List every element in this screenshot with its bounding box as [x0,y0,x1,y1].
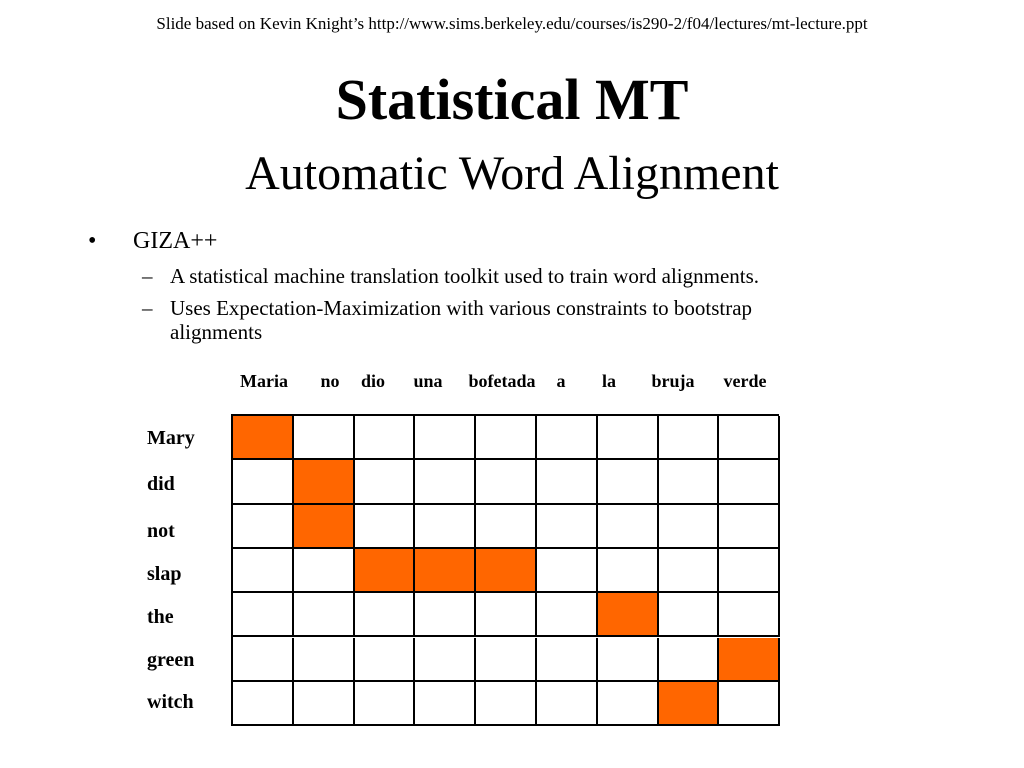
alignment-grid [231,414,779,726]
empty-cell [476,638,537,682]
bullet-list [88,226,948,344]
empty-cell [355,593,416,637]
empty-cell [537,460,598,504]
column-header: bofetada [468,371,536,391]
empty-cell [598,682,659,726]
empty-cell [719,505,780,549]
empty-cell [415,682,476,726]
empty-cell [294,682,355,726]
empty-cell [294,416,355,460]
empty-cell [476,593,537,637]
aligned-cell [719,638,780,682]
empty-cell [355,505,416,549]
empty-cell [719,460,780,504]
empty-cell [719,682,780,726]
row-header: witch [147,691,194,713]
empty-cell [659,593,720,637]
column-header: una [413,371,443,391]
column-header: no [320,371,340,391]
empty-cell [719,416,780,460]
row-header: not [147,520,175,542]
empty-cell [659,416,720,460]
column-header: la [601,371,617,391]
column-header: verde [723,371,767,391]
sub-bullet-item [88,296,810,344]
slide-credit: Slide based on Kevin Knight’s http://www.sims.berkeley.edu/courses/is290-2/f04/lectures/mt-lecture.ppt [156,14,868,33]
empty-cell [233,460,294,504]
empty-cell [537,416,598,460]
empty-cell [233,682,294,726]
empty-cell [355,460,416,504]
slide-subtitle: Automatic Word Alignment [245,147,779,200]
row-header: green [147,649,195,671]
aligned-cell [294,460,355,504]
empty-cell [598,505,659,549]
sub-bullet-item [88,264,810,288]
empty-cell [598,549,659,593]
sub-bullet-text: A statistical machine translation toolkit used to train word alignments. [170,264,760,288]
empty-cell [233,549,294,593]
bullet-marker: • [88,228,97,254]
empty-cell [294,549,355,593]
empty-cell [415,638,476,682]
empty-cell [355,682,416,726]
dash-marker: – [142,264,153,288]
aligned-cell [659,682,720,726]
empty-cell [659,638,720,682]
column-header: a [556,371,566,391]
empty-cell [415,505,476,549]
empty-cell [719,549,780,593]
aligned-cell [233,416,294,460]
bullet-text: GIZA++ [133,228,218,254]
row-header: the [147,606,174,628]
empty-cell [659,505,720,549]
empty-cell [659,549,720,593]
empty-cell [719,593,780,637]
bullet-item [88,226,948,256]
column-header: Maria [240,371,288,391]
empty-cell [537,682,598,726]
empty-cell [233,593,294,637]
empty-cell [233,505,294,549]
column-header: dio [360,371,386,391]
empty-cell [415,460,476,504]
empty-cell [476,416,537,460]
empty-cell [415,593,476,637]
empty-cell [537,593,598,637]
row-header: Mary [147,427,195,449]
row-header: did [147,473,175,495]
empty-cell [598,416,659,460]
empty-cell [659,460,720,504]
empty-cell [294,593,355,637]
aligned-cell [476,549,537,593]
slide-title: Statistical MT [335,67,689,132]
row-header: slap [147,563,182,585]
empty-cell [537,505,598,549]
column-header: bruja [651,371,695,391]
empty-cell [476,505,537,549]
empty-cell [598,638,659,682]
aligned-cell [415,549,476,593]
aligned-cell [294,505,355,549]
empty-cell [476,682,537,726]
aligned-cell [355,549,416,593]
empty-cell [355,416,416,460]
empty-cell [355,638,416,682]
aligned-cell [598,593,659,637]
empty-cell [476,460,537,504]
empty-cell [294,638,355,682]
empty-cell [233,638,294,682]
sub-bullet-text: Uses Expectation-Maximization with various constraints to bootstrap alignments [170,296,753,344]
empty-cell [537,638,598,682]
empty-cell [598,460,659,504]
dash-marker: – [142,296,153,320]
empty-cell [415,416,476,460]
empty-cell [537,549,598,593]
